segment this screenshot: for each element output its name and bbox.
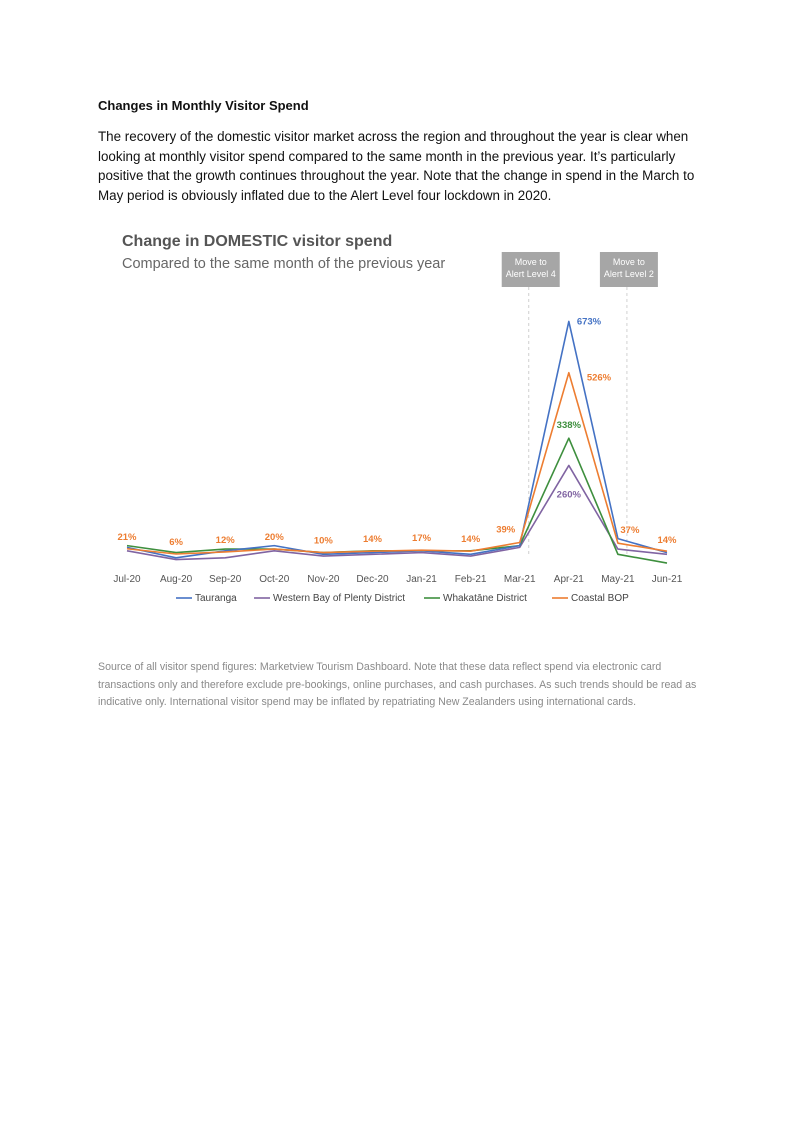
x-tick-label: May-21: [601, 574, 635, 585]
x-tick-label: Nov-20: [307, 574, 340, 585]
x-tick-label: Dec-20: [356, 574, 389, 585]
data-label: 6%: [169, 536, 183, 548]
section-heading: Changes in Monthly Visitor Spend: [98, 98, 309, 113]
data-label: 338%: [556, 420, 581, 432]
x-tick-label: Jul-20: [113, 574, 141, 585]
x-tick-label: Feb-21: [454, 574, 487, 585]
chart-title: Change in DOMESTIC visitor spend: [122, 233, 393, 250]
source-note: Source of all visitor spend figures: Marketview Tourism Dashboard. Note that these data reflect spend via electronic card transactions only and therefore exclude pre-bookings, online purchases, and cash purchases. As such trends should be read as indicative only. International visitor spend may be inflated by repatriating New Zealanders using international cards.: [98, 661, 697, 708]
data-label: 10%: [313, 535, 333, 547]
data-label: 14%: [362, 534, 382, 546]
legend: [176, 593, 629, 604]
x-tick-label: Jun-21: [651, 574, 683, 585]
series-line-whakat-ne-district: [127, 438, 667, 563]
annotation-layer: [502, 252, 658, 557]
data-label: 21%: [117, 531, 137, 543]
x-tick-label: Jan-21: [406, 574, 437, 585]
data-label: 260%: [556, 489, 581, 501]
x-tick-label: Apr-21: [553, 574, 584, 585]
data-label: 673%: [576, 316, 602, 328]
data-label: 14%: [657, 535, 677, 547]
series-layer: [127, 321, 667, 563]
legend-entry: Western Bay of Plenty District: [273, 593, 406, 604]
x-tick-label: Oct-20: [259, 574, 290, 585]
x-axis: [113, 574, 682, 585]
x-tick-label: Sep-20: [209, 574, 242, 585]
annotation-text: Move to: [612, 257, 645, 267]
data-label: 526%: [586, 372, 612, 384]
annotation-text: Alert Level 2: [603, 269, 654, 279]
data-label: 14%: [461, 534, 481, 546]
intro-paragraph: The recovery of the domestic visitor market across the region and throughout the year is clear when looking at monthly visitor spend compared to the same month in the previous year. It’s particularly positive that the growth continues throughout the year. Note that the change in spend in the March to May period is obviously inflated due to the Alert Level four lockdown in 2020.: [98, 129, 695, 203]
data-label: 17%: [412, 533, 432, 545]
legend-entry: Whakatāne District: [443, 593, 527, 604]
x-tick-label: Aug-20: [159, 574, 193, 585]
annotation-text: Move to: [514, 257, 547, 267]
chart-subtitle: Compared to the same month of the previous year: [122, 256, 446, 272]
data-label: 37%: [620, 525, 640, 537]
legend-entry: Coastal BOP: [571, 593, 629, 604]
data-label: 39%: [496, 524, 516, 536]
legend-entry: Tauranga: [195, 593, 237, 604]
data-label: 12%: [215, 534, 235, 546]
x-tick-label: Mar-21: [503, 574, 536, 585]
series-line-tauranga: [127, 321, 667, 557]
data-label: 20%: [264, 532, 284, 544]
annotation-text: Alert Level 4: [505, 269, 556, 279]
